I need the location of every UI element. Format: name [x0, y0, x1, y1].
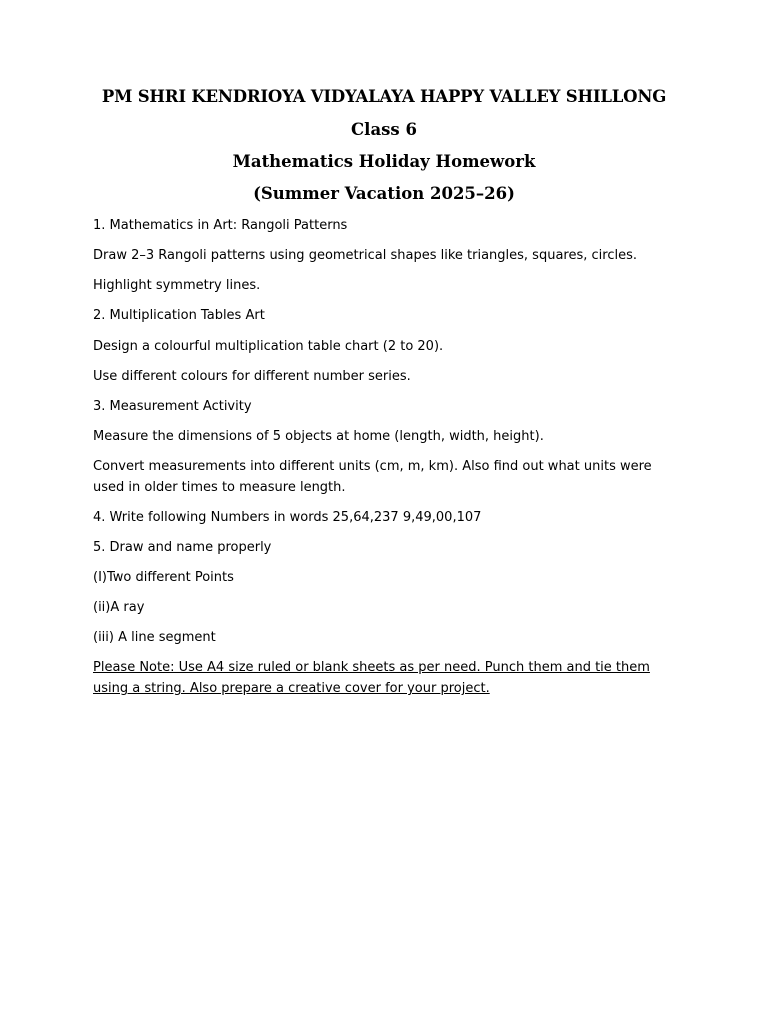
class-label: Class 6	[351, 120, 417, 139]
paragraph-table-chart: Design a colourful multiplication table chart (2 to 20).	[93, 339, 444, 354]
section-heading-rangoli: 1. Mathematics in Art: Rangoli Patterns	[93, 218, 348, 233]
list-item-ray: (ii)A ray	[93, 600, 145, 615]
list-item-line-segment: (iii) A line segment	[93, 630, 216, 645]
section-heading-multiplication: 2. Multiplication Tables Art	[93, 308, 265, 323]
document-title: Mathematics Holiday Homework	[232, 152, 536, 171]
section-heading-numbers: 4. Write following Numbers in words 25,64,237 9,49,00,107	[93, 510, 482, 525]
section-heading-draw: 5. Draw and name properly	[93, 540, 272, 555]
paragraph-measure-objects: Measure the dimensions of 5 objects at home (length, width, height).	[93, 429, 544, 444]
vacation-label: (Summer Vacation 2025–26)	[253, 184, 515, 203]
list-item-points: (I)Two different Points	[93, 570, 234, 585]
paragraph-symmetry: Highlight symmetry lines.	[93, 278, 261, 293]
section-heading-measurement: 3. Measurement Activity	[93, 399, 252, 414]
school-name: PM SHRI KENDRIOYA VIDYALAYA HAPPY VALLEY SHILLONG	[101, 87, 667, 106]
please-note: Please Note: Use A4 size ruled or blank sheets as per need. Punch them and tie them using a string. Also prepare a creative cover for your project.	[93, 660, 650, 696]
paragraph-convert-units: Convert measurements into different units (cm, m, km). Also find out what units were used in older times to measure length.	[93, 459, 652, 495]
paragraph-rangoli-task: Draw 2–3 Rangoli patterns using geometrical shapes like triangles, squares, circles.	[93, 248, 637, 263]
paragraph-colours: Use different colours for different number series.	[93, 369, 411, 384]
